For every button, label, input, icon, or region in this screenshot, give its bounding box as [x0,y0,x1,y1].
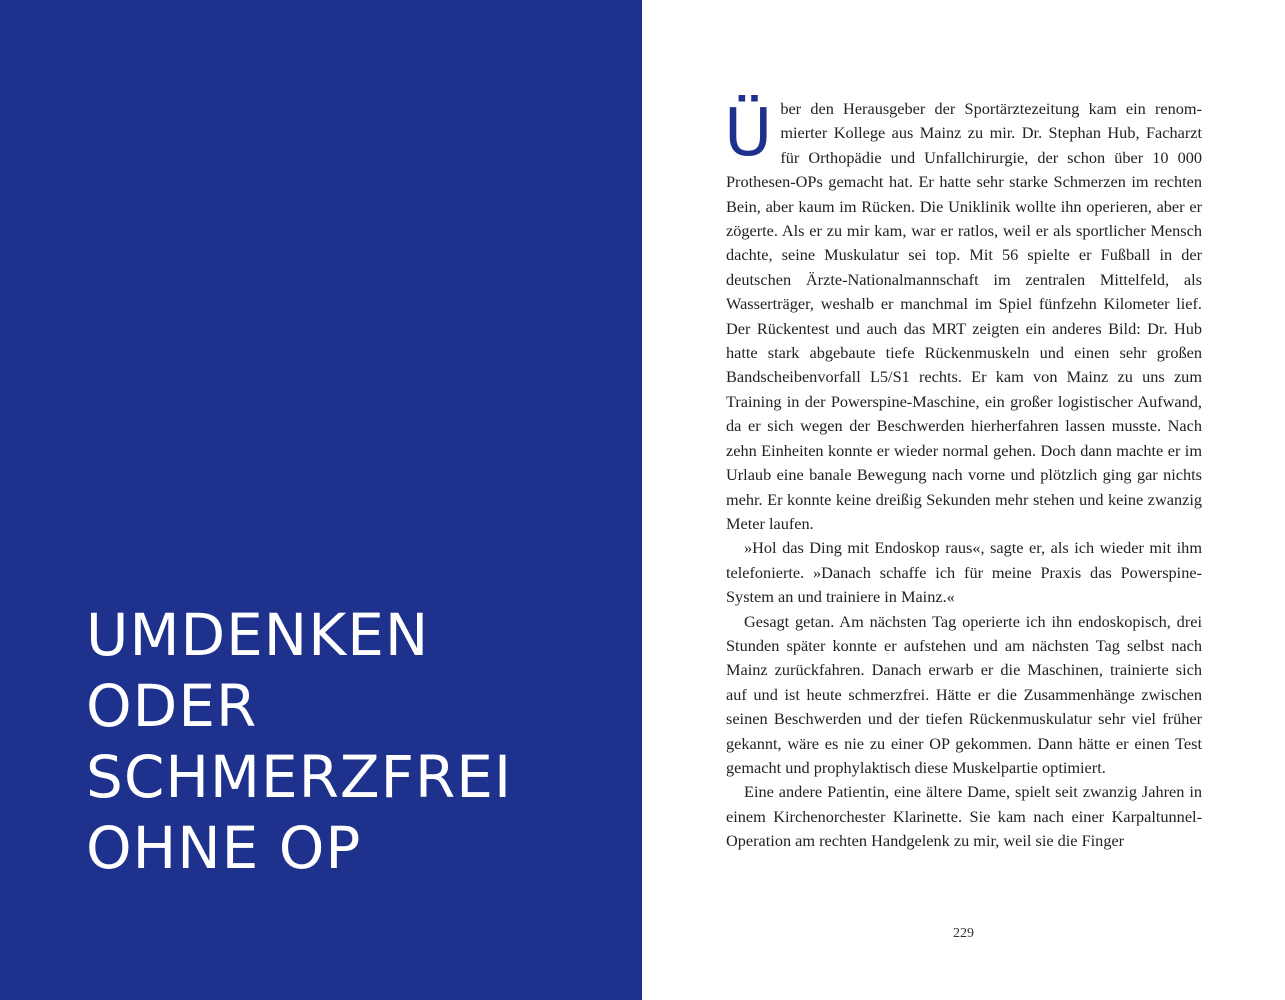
body-text [724,94,1202,854]
paragraph [724,94,1202,536]
right-page-text [642,0,1285,1000]
paragraph: Eine andere Patientin, eine ältere Dame, spielt seit zwanzig Jahren in einem Kirchenorchester Klarinette. Sie kam nach einer Karpaltunnel-Operation am rechten Handgelenk zu mir, weil sie die Finger [726,782,1202,851]
chapter-title-line: OHNE OP [86,814,362,882]
drop-cap: Ü [724,94,773,171]
chapter-title-line: UMDENKEN [86,601,430,669]
page-number: 229 [953,926,974,941]
chapter-title-line: SCHMERZFREI [86,743,513,811]
paragraph: Gesagt getan. Am nächsten Tag operierte ich ihn endoskopisch, drei Stunden später konnte er aufstehen und am nächsten Tag selbst nach Mainz zurückfahren. Danach erwarb er die Maschinen, trainierte sich auf und ist heute schmerzfrei. Hätte er die Zusammenhänge zwischen seinen Beschwerden und der tiefen Rückenmuskulatur sehr viel früher gekannt, wäre es nie zu einer OP gekommen. Dann hätte er einen Test gemacht und prophylaktisch diese Muskelpartie optimiert. [726,611,1202,777]
chapter-title-line: ODER [86,672,258,740]
left-page-blue [0,0,642,1000]
paragraph: »Hol das Ding mit Endoskop raus«, sagte er, als ich wieder mit ihm telefonierte. »Danach schaffe ich für meine Praxis das Powerspine-System an und trainiere in Mainz.« [726,538,1202,607]
paragraph-text: ber den Herausgeber der Sportärztezeitung kam ein renommierter Kollege aus Mainz zu mir. Dr. Stephan Hub, Facharzt für Orthopädie und Unfallchirurgie, der schon über 10 000 Prothesen-OPs gemacht hat. Er hatte sehr starke Schmerzen im rechten Bein, aber kaum im Rücken. Die Uniklinik wollte ihn operieren, aber er zögerte. Als er zu mir kam, war er ratlos, weil er als sportlicher Mensch dachte, seine Muskulatur sei top. Mit 56 spielte er Fußball in der deutschen Ärzte-Nationalmannschaft im zentralen Mittelfeld, als Wasserträger, weshalb er manchmal im Spiel fünfzehn Kilometer lief. Der Rückentest und auch das MRT zeigten ein anderes Bild: Dr. Hub hatte stark abgebaute tiefe Rückenmuskeln und einen sehr großen Bandscheibenvorfall L5/S1 rechts. Er kam von Mainz zu uns zum Training in der Powerspine-Maschine, ein großer logistischer Aufwand, da er sich wegen der Beschwerden hierherfahren lassen musste. Nach zehn Einheiten konnte er wieder normal gehen. Doch dann machte er im Urlaub eine banale Bewegung nach vorne und plötzlich ging gar nichts mehr. Er konnte keine dreißig Sekunden mehr stehen und keine zwanzig Meter laufen. [726,99,1202,533]
chapter-title [86,600,512,884]
